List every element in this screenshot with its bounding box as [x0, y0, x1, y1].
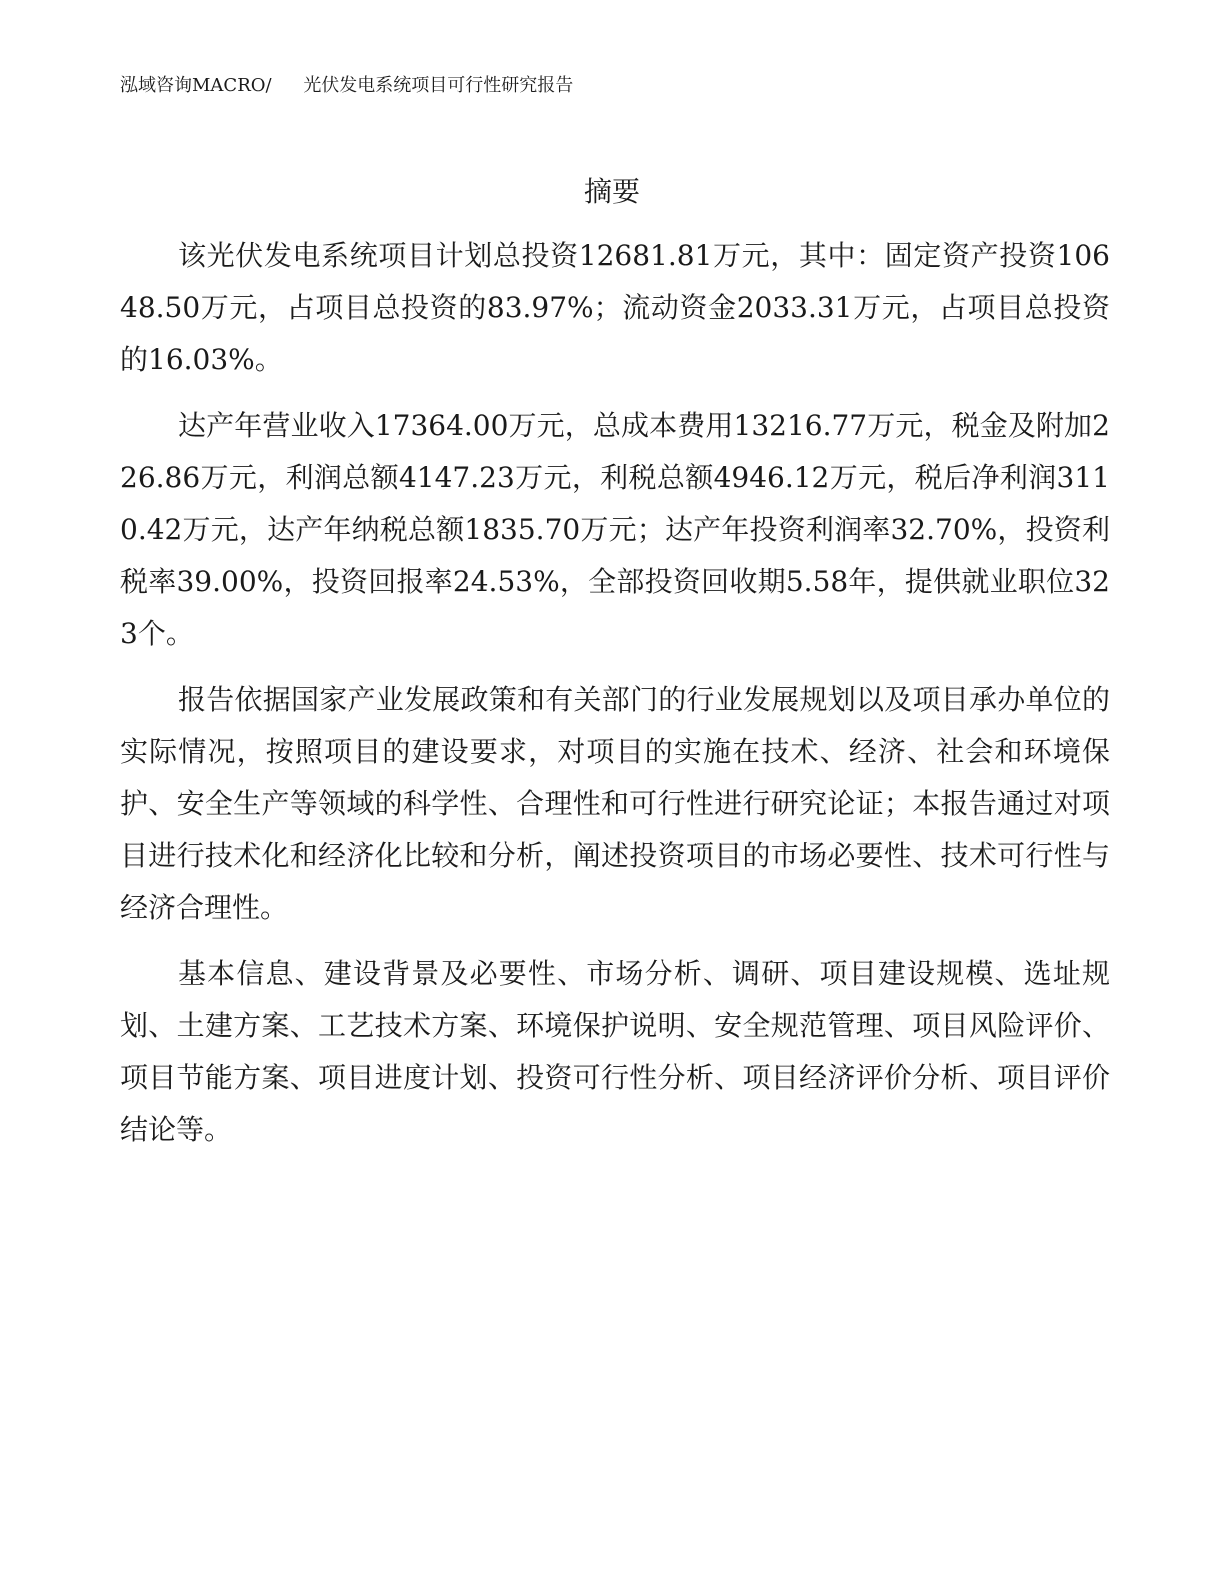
abstract-body [120, 230, 1110, 1170]
header-org: 泓域咨询MACRO/ [120, 75, 272, 96]
section-title: 摘要 [583, 175, 640, 208]
page-header [120, 72, 573, 100]
paragraph-basis: 报告依据国家产业发展政策和有关部门的行业发展规划以及项目承办单位的实际情况，按照项目的建设要求，对项目的实施在技术、经济、社会和环境保护、安全生产等领域的科学性、合理性和可行性进行研究论证；本报告通过对项目进行技术化和经济化比较和分析，阐述投资项目的市场必要性、技术可行性与经济合理性。 [120, 683, 1110, 924]
paragraph-contents: 基本信息、建设背景及必要性、市场分析、调研、项目建设规模、选址规划、土建方案、工艺技术方案、环境保护说明、安全规范管理、项目风险评价、项目节能方案、项目进度计划、投资可行性分析、项目经济评价分析、项目评价结论等。 [120, 957, 1110, 1146]
paragraph-financials: 达产年营业收入17364.00万元，总成本费用13216.77万元，税金及附加226.86万元，利润总额4147.23万元，利税总额4946.12万元，税后净利润3110.42万元，达产年纳税总额1835.70万元；达产年投资利润率32.70%，投资利税率39.00%，投资回报率24.53%，全部投资回收期5.58年，提供就业职位323个。 [120, 409, 1110, 650]
paragraph-investment: 该光伏发电系统项目计划总投资12681.81万元，其中：固定资产投资10648.50万元，占项目总投资的83.97%；流动资金2033.31万元，占项目总投资的16.03%。 [120, 239, 1110, 376]
header-doc-title: 光伏发电系统项目可行性研究报告 [303, 75, 574, 96]
